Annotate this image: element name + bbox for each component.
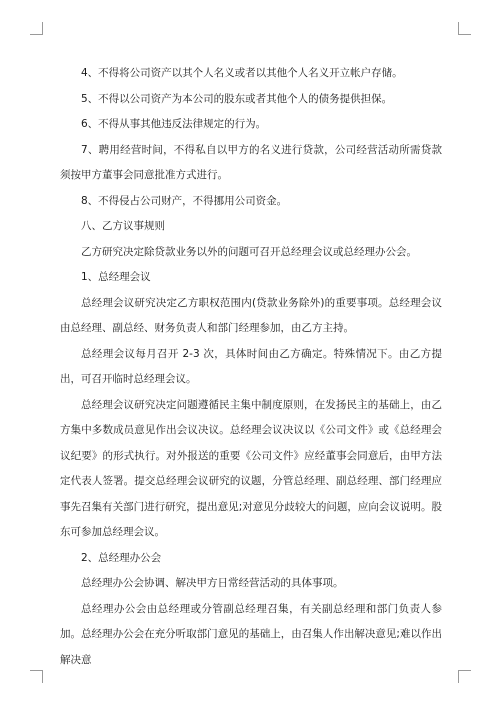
crop-mark-bottom-left <box>30 670 43 683</box>
paragraph-gm-meeting-frequency: 总经理会议每月召开 2-3 次，具体时间由乙方确定。特殊情况下。由乙方提出，可召开临时总经理会议。 <box>60 347 442 385</box>
paragraph-gm-meeting-principles: 总经理会议研究决定问题遵循民主集中制度原则，在发扬民主的基础上，由乙方集中多数成员意见作出会议决议。总经理会议决议以《公司文件》或《总经理会议纪要》的形式执行。对外报送的重要《公司文件》应经董事会同意后，由甲方法定代表人签署。提交总经理会议研究的议题，分管总经理、副总经理、部门经理应事先召集有关部门进行研究，提出意见;对意见分歧较大的问题，应向会议说明。股东可参加总经理会议。 <box>60 398 442 538</box>
crop-mark-top-left <box>30 22 43 35</box>
subheading-gm-meeting: 1、总经理会议 <box>81 271 151 283</box>
section-heading-8: 八、乙方议事规则 <box>81 220 165 232</box>
document-body <box>60 61 442 673</box>
paragraph-rule-4: 4、不得将公司资产以其个人名义或者以其他个人名义开立帐户存储。 <box>81 67 403 79</box>
paragraph-gm-office-procedure: 总经理办公会由总经理或分管副总经理召集，有关副总经理和部门负责人参加。总经理办公会在充分听取部门意见的基础上，由召集人作出解决意见;难以作出解决意 <box>60 602 442 666</box>
paragraph-gm-office-purpose: 总经理办公会协调、解决甲方日常经营活动的具体事项。 <box>81 577 344 589</box>
paragraph-rule-7: 7、聘用经营时间，不得私自以甲方的名义进行贷款，公司经营活动所需贷款须按甲方董事会同意批准方式进行。 <box>60 143 442 181</box>
paragraph-rule-8: 8、不得侵占公司财产，不得挪用公司资金。 <box>81 194 288 207</box>
crop-mark-bottom-right <box>458 670 471 683</box>
paragraph-rule-5: 5、不得以公司资产为本公司的股东或者其他个人的债务提供担保。 <box>81 92 393 105</box>
paragraph-gm-meeting-scope: 总经理会议研究决定乙方职权范围内(贷款业务除外)的重要事项。总经理会议由总经理、副总经、财务负责人和部门经理参加，由乙方主持。 <box>60 296 442 334</box>
subheading-gm-office-meeting: 2、总经理办公会 <box>81 551 162 564</box>
paragraph-rule-6: 6、不得从事其他违反法律规定的行为。 <box>81 118 267 130</box>
paragraph-section-intro: 乙方研究决定除贷款业务以外的问题可召开总经理会议或总经理办公会。 <box>81 245 417 258</box>
crop-mark-top-right <box>458 22 471 35</box>
